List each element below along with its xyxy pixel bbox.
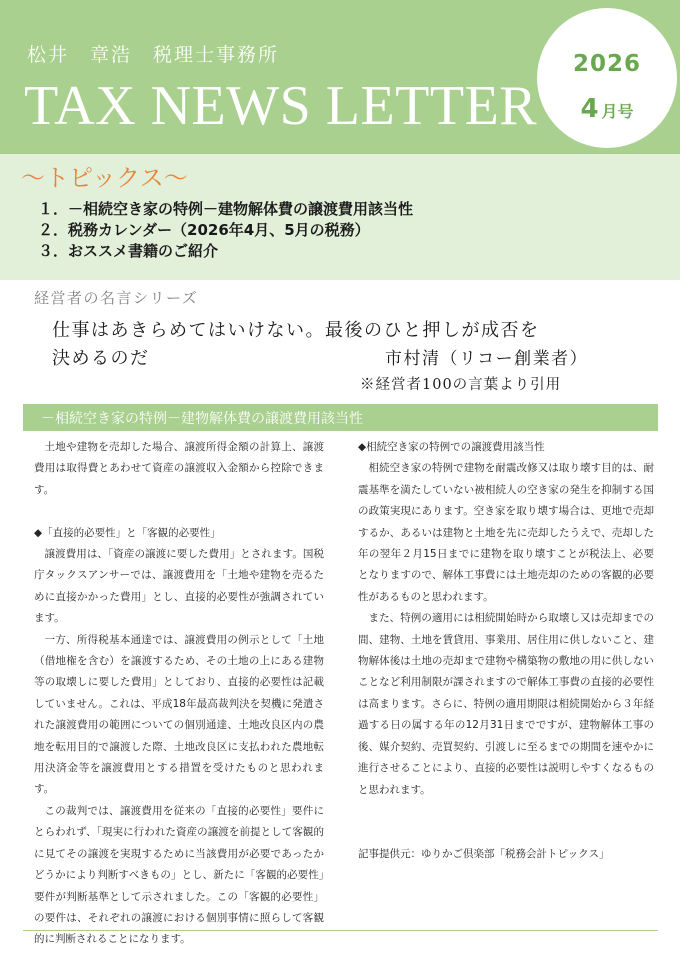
bottom-divider (23, 930, 658, 931)
quote-line-1: 仕事はあきらめてはいけない。最後のひと押しが成否を (52, 320, 540, 341)
issue-month (537, 94, 677, 124)
topics-title: ～トピックス～ (21, 164, 188, 192)
quote-author: 市村清（リコー創業者） (385, 349, 589, 369)
paragraph: また、特例の適用には相続開始時から取壊し又は売却までの間、建物、土地を賃貸用、事業用、居住用に供しないこと、建物解体後は土地の売却まで建物や構築物の敷地の用に供しないことなど利用制限が課されますので解体工事費の直接的必要性は高まります。さらに、特例の適用期限は相続開始から３年経過する日の属する年の12月31日までですが、建物解体工事の後、媒介契約、売買契約、引渡しに至るまでの期間を速やかに進行させることにより、直接的必要性は説明しやすくなるものと思われます。 (358, 612, 654, 796)
topic-item-2: ２．税務カレンダー（2026年4月、5月の税務） (38, 221, 370, 239)
quote-line-2: 決めるのだ (52, 348, 150, 369)
header-band (0, 0, 680, 154)
article-title-bar (23, 404, 658, 431)
paragraph: 一方、所得税基本通達では、譲渡費用の例示として「土地（借地権を含む）を譲渡するため、その土地の上にある建物等の取壊しに要した費用」としており、直接的必要性は記載していません。これは、平成18年最高裁判決を契機に発遣された譲渡費用の範囲についての個別通達、土地改良区内の農地を転用目的で譲渡した際、土地改良区に支払われた農地転用決済金等を譲渡費用とする措置を受けたものと思われます。 (34, 633, 324, 796)
issue-year: 2026 (572, 51, 641, 77)
paragraph: 土地や建物を売却した場合、譲渡所得金額の計算上、譲渡費用は取得費とあわせて資産の譲渡収入金額から控除できます。 (34, 441, 324, 496)
article-credit: 記事提供元：ゆりかご倶楽部「税務会計トピックス」 (358, 847, 610, 860)
topics-box (0, 154, 680, 280)
quote-series-title: 経営者の名言シリーズ (34, 289, 199, 307)
paragraph: 譲渡費用は、「資産の譲渡に要した費用」とされます。国税庁タックスアンサーでは、譲渡費用を「土地や建物を売るために直接かかった費用」とし、直接的必要性が強調されています。 (34, 548, 324, 625)
section-heading: ◆「直接的必要性」と「客観的必要性」 (34, 526, 221, 539)
article-right-column (358, 437, 654, 865)
issue-month-number: 4 (580, 94, 599, 124)
topics-list (38, 199, 413, 262)
topic-item-3: ３．おススメ書籍のご紹介 (38, 242, 219, 260)
topic-item-1: １．－相続空き家の特例－建物解体費の譲渡費用該当性 (38, 200, 414, 218)
issue-badge (537, 8, 677, 148)
quote-source: ※経営者100の言葉より引用 (360, 377, 562, 393)
section-heading: ◆相続空き家の特例での譲渡費用該当性 (358, 441, 545, 453)
paragraph: 相続空き家の特例で建物を耐震改修又は取り壊す目的は、耐震基準を満たしていない被相続人の空き家の発生を抑制する国の政策実現にあります。空き家を取り壊す場合は、更地で売却するか、あるいは建物と土地を先に売却したうえで、売却した年の翌年２月15日までに建物を取り壊すことが税法上、必要となりますので、解体工事費には土地売却のための客観的必要性があるものと思われます。 (358, 462, 654, 603)
issue-month-unit: 月号 (601, 102, 634, 121)
office-name: 松井 章浩 税理士事務所 (27, 44, 280, 66)
article-left-column (34, 437, 324, 951)
article-title: －相続空き家の特例－建物解体費の譲渡費用該当性 (41, 411, 363, 427)
newsletter-masthead: TAX NEWS LETTER (24, 75, 538, 137)
paragraph: この裁判では、譲渡費用を従来の「直接的必要性」要件にとらわれず、「現実に行われた資産の譲渡を前提として客観的に見てその譲渡を実現するために当該費用が必要であったかどうかにより判断すべきもの」とし、新たに「客観的必要性」要件が判断基準として示されました。この「客観的必要性」の要件は、それぞれの譲渡における個別事情に照らして客観的に判断されることになります。 (34, 804, 324, 946)
